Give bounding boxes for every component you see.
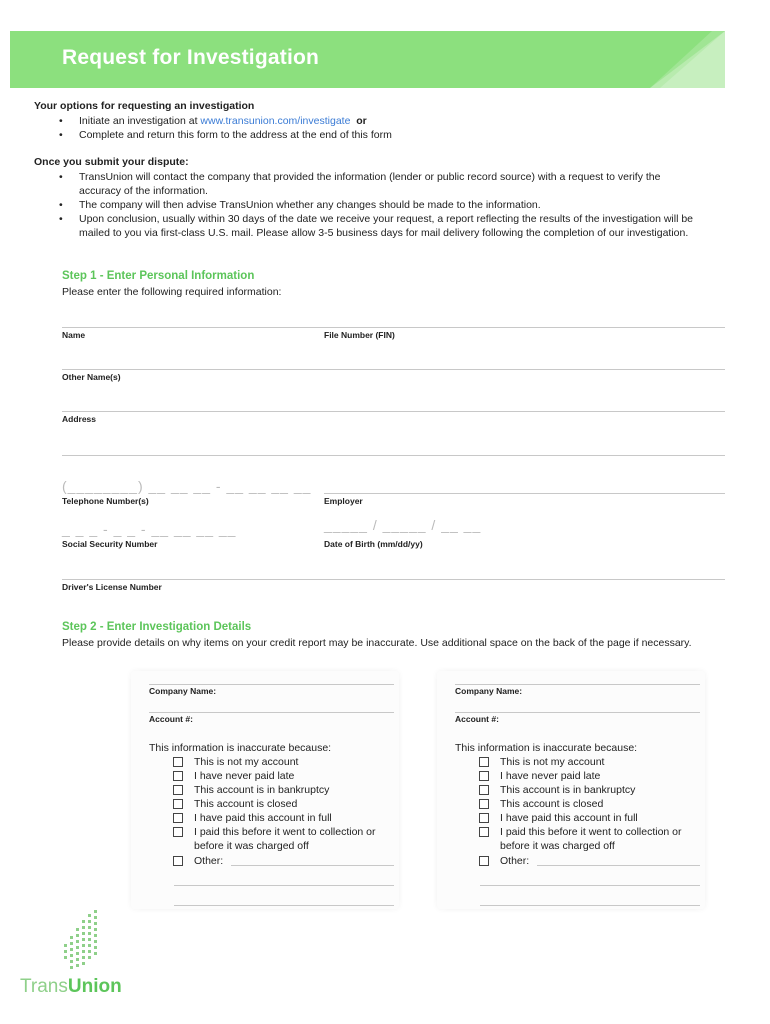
options-item-1: • Initiate an investigation at www.transunion.com/investigate or [59, 115, 367, 127]
dispute-heading: Once you submit your dispute: [34, 156, 189, 168]
name-field[interactable] [62, 327, 725, 328]
checkbox[interactable] [479, 827, 489, 837]
reason-option[interactable]: I have paid this account in full [194, 811, 332, 825]
reason-option[interactable]: I have never paid late [500, 769, 600, 783]
checkbox[interactable] [479, 813, 489, 823]
other-field[interactable] [537, 865, 700, 866]
investigate-link[interactable]: www.transunion.com/investigate [200, 115, 351, 127]
transunion-logo-text: TransUnion [20, 976, 122, 997]
other-line-3[interactable] [174, 905, 394, 906]
step2-title: Step 2 - Enter Investigation Details [62, 621, 252, 633]
step1-title: Step 1 - Enter Personal Information [62, 270, 255, 282]
ssn-input[interactable]: _ _ _ - _ _ - __ __ __ __ [62, 521, 237, 537]
checkbox[interactable] [479, 785, 489, 795]
checkbox[interactable] [173, 799, 183, 809]
checkbox[interactable] [173, 785, 183, 795]
step2-subtitle: Please provide details on why items on your credit report may be inaccurate. Use additional space on the back of the page if necessary. [62, 637, 692, 649]
account-label: Account #: [149, 714, 193, 724]
checkbox[interactable] [479, 856, 489, 866]
reason-option[interactable]: This account is closed [500, 797, 603, 811]
reason-option[interactable]: I have never paid late [194, 769, 294, 783]
checkbox[interactable] [173, 856, 183, 866]
header-banner [10, 31, 725, 88]
dispute-item-3: • Upon conclusion, usually within 30 days of the date we receive your request, a report reflecting the results of the investigation will be mailed to you via first-class U.S. mail. Please allow 3-5 business days for mail delivery following the completion of our investigation. [59, 213, 694, 239]
options-item-2: • Complete and return this form to the address at the end of this form [59, 129, 392, 141]
checkbox[interactable] [173, 827, 183, 837]
dispute-item-1: • TransUnion will contact the company that provided the information (lender or public record source) with a request to verify the accuracy of the information. [59, 171, 661, 197]
address-line-2[interactable] [62, 455, 725, 456]
license-label: Driver's License Number [62, 582, 162, 592]
fin-label: File Number (FIN) [324, 330, 395, 340]
page-title: Request for Investigation [62, 46, 320, 69]
account-label: Account #: [455, 714, 499, 724]
reason-option[interactable]: This account is in bankruptcy [500, 783, 635, 797]
checkbox[interactable] [479, 757, 489, 767]
employer-field[interactable] [324, 493, 725, 494]
other-line-2[interactable] [174, 885, 394, 886]
reason-option[interactable]: This account is in bankruptcy [194, 783, 329, 797]
options-heading: Your options for requesting an investigation [34, 100, 255, 112]
reason-option[interactable]: This is not my account [500, 755, 604, 769]
dispute-item-2: • The company will then advise TransUnion whether any changes should be made to the information. [59, 199, 541, 211]
checkbox[interactable] [173, 757, 183, 767]
address-label: Address [62, 414, 97, 424]
company-name-field[interactable] [455, 684, 700, 685]
step1-subtitle: Please enter the following required information: [62, 286, 282, 298]
transunion-logo-icon [58, 908, 100, 974]
dob-label: Date of Birth (mm/dd/yy) [324, 539, 423, 549]
address-field[interactable] [62, 411, 725, 412]
reason-heading: This information is inaccurate because: [149, 742, 332, 754]
reason-option-other[interactable]: Other: [194, 854, 223, 868]
reason-heading: This information is inaccurate because: [455, 742, 638, 754]
company-name-field[interactable] [149, 684, 394, 685]
checkbox[interactable] [173, 813, 183, 823]
reason-option[interactable]: I paid this before it went to collection or before it was charged off [194, 825, 376, 853]
other-names-label: Other Name(s) [62, 372, 121, 382]
other-names-field[interactable] [62, 369, 725, 370]
name-label: Name [62, 330, 86, 340]
dispute-card-2 [437, 671, 705, 909]
other-line-2[interactable] [480, 885, 700, 886]
reason-option[interactable]: This account is closed [194, 797, 297, 811]
reason-option[interactable]: I have paid this account in full [500, 811, 638, 825]
telephone-input[interactable]: (________) __ __ __ - __ __ __ __ [62, 478, 312, 494]
checkbox[interactable] [479, 771, 489, 781]
dob-input[interactable]: _____ / _____ / __ __ [324, 517, 482, 533]
license-field[interactable] [62, 579, 725, 580]
reason-option-other[interactable]: Other: [500, 854, 529, 868]
ssn-label: Social Security Number [62, 539, 158, 549]
company-name-label: Company Name: [149, 686, 217, 696]
other-field[interactable] [231, 865, 394, 866]
account-field[interactable] [149, 712, 394, 713]
account-field[interactable] [455, 712, 700, 713]
reason-option[interactable]: I paid this before it went to collection or before it was charged off [500, 825, 682, 853]
checkbox[interactable] [173, 771, 183, 781]
dispute-card-1 [131, 671, 399, 909]
telephone-label: Telephone Number(s) [62, 496, 149, 506]
company-name-label: Company Name: [455, 686, 523, 696]
other-line-3[interactable] [480, 905, 700, 906]
reason-option[interactable]: This is not my account [194, 755, 298, 769]
corner-decoration [650, 31, 725, 88]
employer-label: Employer [324, 496, 363, 506]
checkbox[interactable] [479, 799, 489, 809]
